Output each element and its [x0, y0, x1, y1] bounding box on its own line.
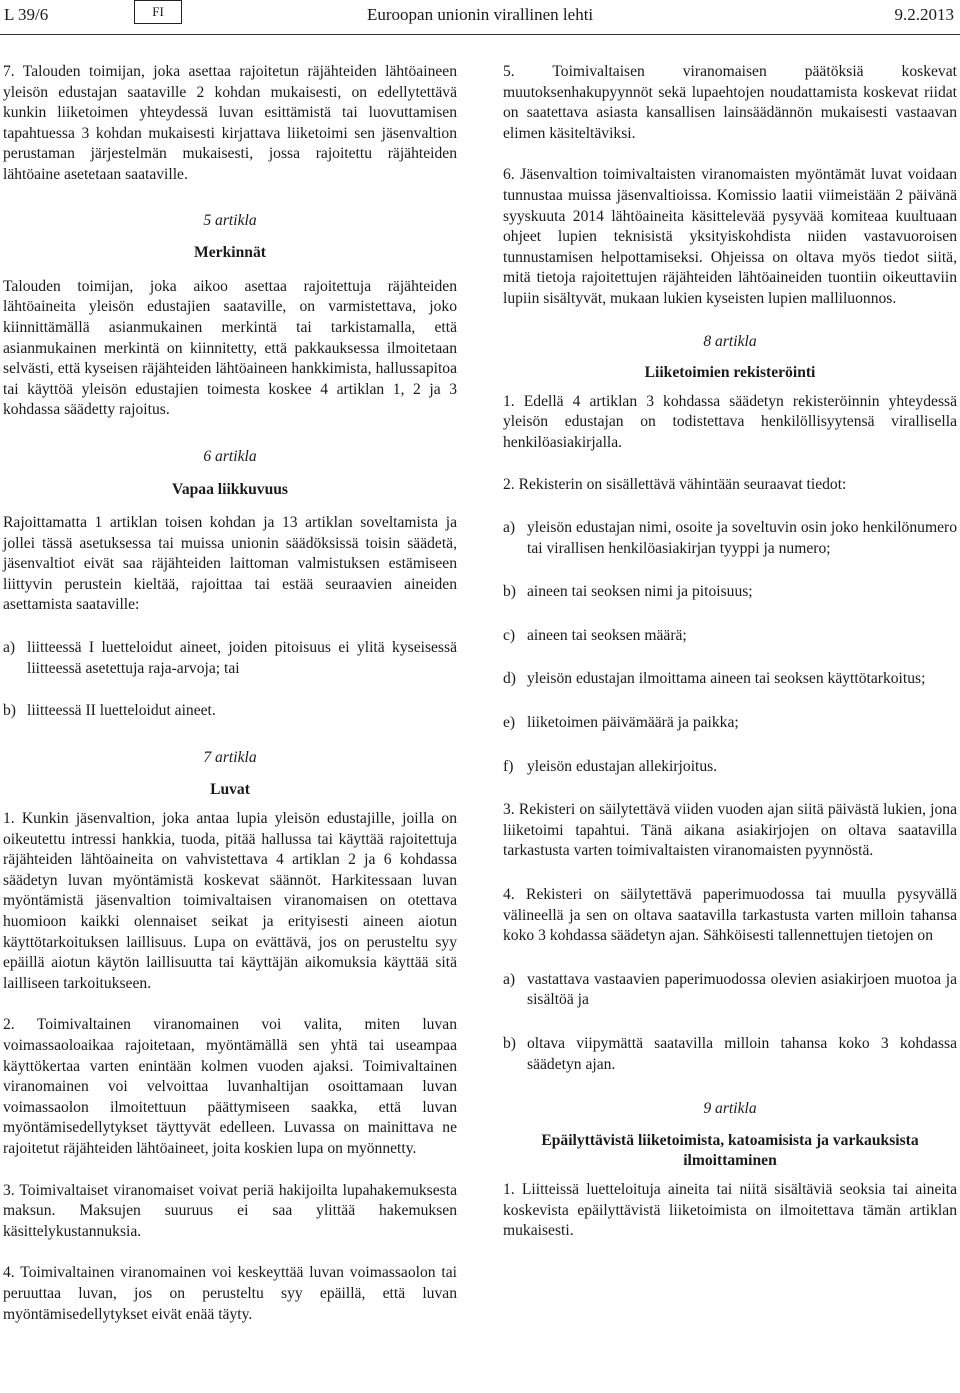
item-label: a)	[503, 519, 516, 537]
article-8-paragraph-2: 2. Rekisterin on sisällettävä vähintään seuraavat tiedot:	[503, 475, 847, 493]
article-7-title: Luvat	[210, 781, 250, 799]
item-text: oltava viipymättä saatavilla milloin tahansa koko 3 kohdassa säädetyn ajan.	[527, 1035, 957, 1073]
item-label: b)	[503, 1035, 516, 1052]
article-8-paragraph-4-item-a	[503, 970, 957, 1011]
item-text: yleisön edustajan allekirjoitus.	[527, 757, 718, 775]
right-column	[503, 62, 957, 1242]
page-number: L 39/6	[4, 5, 49, 24]
article-6-title: Vapaa liikkuvuus	[171, 480, 289, 498]
article-8-item-e	[503, 713, 957, 734]
item-label: e)	[503, 714, 516, 732]
item-text: liiketoimen päivämäärä ja paikka;	[527, 714, 739, 732]
article-6-item-b	[3, 701, 457, 722]
article-6-text: Rajoittamatta 1 artiklan toisen kohdan ja 13 artiklan soveltamista ja jollei tässä asetuksessa tai muissa unionin säädöksissä toisin säädetä, jäsenvaltiot eivät saa räjähteiden laittoman valmistuksen estämiseen liittyvin perustein kieltää, rajoittaa tai estää seuraavien aineiden asettamista saataville:	[3, 514, 457, 614]
article-8-item-d	[503, 669, 957, 690]
item-text: aineen tai seoksen nimi ja pitoisuus;	[527, 583, 753, 601]
item-label: a)	[503, 970, 516, 988]
article-5-title: Merkinnät	[194, 244, 266, 262]
article-9-title: Epäilyttävistä liiketoimista, katoamisista ja varkauksista ilmoittaminen	[541, 1131, 919, 1170]
article-8-item-c	[503, 626, 957, 647]
item-label: f)	[503, 757, 514, 775]
article-8-number: 8 artikla	[703, 332, 757, 350]
article-7-paragraph-6: 6. Jäsenvaltion toimivaltaisten viranomaisten myöntämät luvat voidaan tunnustaa muissa jäsenvaltioissa. Komissio laatii viimeistään 2 päivänä syyskuuta 2014 lähtöaineita käsittelevää pysyvää komiteaa kuultuaan ohjeet lupien teknisistä yksityiskohdista niiden vastavuoroisen tunnustamisen helpottamiseksi. Ohjeissa on oltava myös tiedot siitä, mitä tietoja rajoitettujen räjähteiden lähtöaineiden tuontiin oikeuttaviin lupiin sisältyvät, mukaan lukien kyseisten lupien malliluonnos.	[503, 166, 957, 307]
paragraph-4-7: 7. Talouden toimijan, joka asettaa rajoitetun räjähteiden lähtöaineen yleisön edustajan saataville 2 kohdan mukaisesti, on edellytettävä kunkin liiketoimen yhteydessä luvan esittämistä tai luovuttamisen tapahtuessa 3 kohdan mukaisesti kirjattava liiketoimi sen jäsenvaltion perustaman järjestelmän mukaisesti, jossa rajoitettu räjähteiden lähtöaine asetetaan saataville.	[3, 63, 457, 183]
page-header	[0, 0, 960, 34]
article-8-paragraph-4: 4. Rekisteri on säilytettävä paperimuodossa tai muulla pysyvällä välineellä ja sen on oltava saatavilla tarkastusta varten milloin tahansa koko 3 kohdassa säädetyn ajan. Sähköisesti tallennettujen tietojen on	[503, 886, 957, 945]
article-8-paragraph-3: 3. Rekisteri on säilytettävä viiden vuoden ajan siitä päivästä lukien, jona liiketoimi tapahtui. Tänä aikana asiakirjojen on oltava saatavilla tarkastusta varten toimivaltaisten viranomaisten pyynnöstä.	[503, 801, 957, 860]
article-5-number: 5 artikla	[203, 211, 257, 229]
article-7-paragraph-2: 2. Toimivaltainen viranomainen voi valita, miten luvan voimassaoloaikaa rajoitetaan, myöntämällä sen yhtä tai useampaa käyttökertaa varten enintään kolmen vuoden ajaksi. Toimivaltainen viranomainen voi velvoittaa luvanhaltijan osoittamaan luvan voimassaolon ilmoitettuun päättymiseen saakka, että luvan myöntämisedellytykset täyttyvät edelleen. Luvassa on mainittava ne rajoitetut räjähteiden lähtöaineet, joita koskien lupa on myönnetty.	[3, 1016, 457, 1157]
article-6-number: 6 artikla	[203, 447, 257, 465]
article-6-item-a	[3, 638, 457, 679]
item-text: yleisön edustajan nimi, osoite ja soveltuvin osin joko henkilönumero tai virallisen henkilöasiakirjan tyyppi ja numero;	[527, 519, 957, 557]
article-9-paragraph-1: 1. Liitteissä luetteloituja aineita tai niitä sisältäviä seoksia tai aineita koskevista epäilyttävistä liiketoimista on ilmoitettava tämän artiklan mukaisesti.	[503, 1180, 957, 1240]
publication-date: 9.2.2013	[894, 5, 954, 24]
item-label: d)	[503, 670, 516, 688]
article-8-item-b	[503, 582, 957, 603]
article-8-paragraph-4-item-b	[503, 1034, 957, 1075]
item-label: c)	[503, 626, 516, 644]
item-text: liitteessä I luetteloidut aineet, joiden pitoisuus ei ylitä kyseisessä liitteessä asetettuja raja-arvoja; tai	[27, 639, 457, 677]
item-text: liitteessä II luetteloidut aineet.	[27, 702, 216, 720]
article-7-paragraph-1: 1. Kunkin jäsenvaltion, joka antaa lupia yleisön edustajille, joilla on oikeutettu intressi hankkia, tuoda, pitää hallussa tai käyttää rajoitettuja räjähteiden lähtöaineita on vahvistettava 4 artiklan 2 ja 6 kohdassa säädetyn luvan myöntämistä koskevat säännöt. Harkitessaan luvan myöntämistä jäsenvaltion toimivaltaisen viranomaisen on otettava huomioon kaikki olennaiset seikat ja erityisesti aineen aiotun käyttötarkoituksen laillisuus. Lupa on evättävä, jos on perusteltu syy epäillä aiotun käytön laillisuutta tai käyttäjän aikomuksia käyttää sitä lailliseen tarkoitukseen.	[3, 810, 457, 992]
article-7-number: 7 artikla	[203, 748, 257, 766]
item-label: b)	[503, 583, 516, 601]
journal-title: Euroopan unionin virallinen lehti	[367, 5, 594, 24]
article-9-number: 9 artikla	[703, 1100, 757, 1118]
item-label: a)	[3, 639, 16, 657]
article-8-item-a	[503, 518, 957, 559]
language-code-box: FI	[134, 0, 182, 24]
item-text: aineen tai seoksen määrä;	[527, 626, 687, 644]
header-rule	[0, 34, 960, 35]
item-text: yleisön edustajan ilmoittama aineen tai seoksen käyttötarkoitus;	[527, 670, 926, 688]
article-5-text: Talouden toimijan, joka aikoo asettaa rajoitettuja räjähteiden lähtöaineita yleisön edustajien saataville, on varmistettava, joko kiinnittämällä asianmukainen merkintä tai tarkistamalla, että asianmukainen merkintä on kiinnitetty, että pakkauksessa ilmoitetaan selvästi, että kyseisen räjähteiden lähtöaineen hankkimista, hallussapitoa tai käyttöä yleisön edustajien toimesta koskee 4 artiklan 1, 2 ja 3 kohdassa säädetty rajoitus.	[3, 277, 457, 419]
left-column	[3, 62, 457, 1325]
article-8-item-f	[503, 757, 957, 778]
article-8-title: Liiketoimien rekisteröinti	[644, 364, 816, 382]
article-7-paragraph-3: 3. Toimivaltaiset viranomaiset voivat periä hakijoilta lupahakemuksesta maksun. Maksujen suuruus ei saa ylittää hakemuksen käsittelykustannuksia.	[3, 1181, 457, 1240]
item-text: vastattava vastaavien paperimuodossa olevien asiakirjoen muotoa ja sisältöä ja	[527, 970, 957, 1009]
article-7-paragraph-4: 4. Toimivaltainen viranomainen voi keskeyttää luvan voimassaolon tai peruuttaa luvan, jos on perusteltu syy epäillä, että luvan myöntämisedellytykset eivät enää täyty.	[3, 1264, 457, 1323]
item-label: b)	[3, 702, 16, 720]
article-7-paragraph-5: 5. Toimivaltaisen viranomaisen päätöksiä koskevat muutoksenhakupyynnöt sekä lupaehtojen noudattamista koskevat riidat on saatettava asiasta kansallisen lainsäädännön mukaisesti vastaavan elimen käsiteltäviksi.	[503, 63, 957, 142]
article-8-paragraph-1: 1. Edellä 4 artiklan 3 kohdassa säädetyn rekisteröinnin yhteydessä yleisön edustajan on todistettava henkilöllisyytensä virallisella henkilöasiakirjalla.	[503, 392, 957, 451]
